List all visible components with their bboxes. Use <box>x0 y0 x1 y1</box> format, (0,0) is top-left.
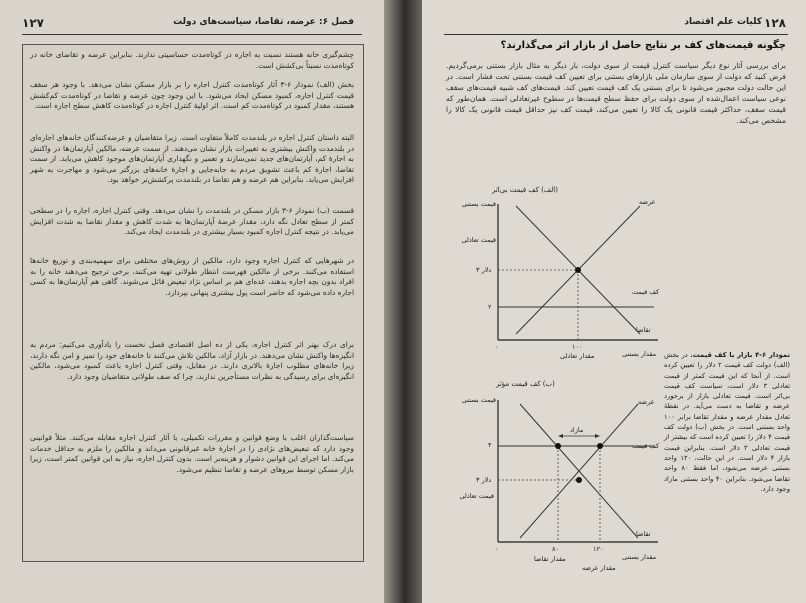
paragraph-1: چشم‌گیری خانه هستند نسبت به اجاره در کوتاه‌مدت حساسیتی ندارند. بنابراین عرضه و تقاضای خانه در کوتاه‌مدت نسبتاً بی‌کشش است. <box>30 50 354 70</box>
figure-b-origin: ۰ <box>495 545 499 553</box>
paragraph-7: سیاست‌گذاران اغلب با وضع قوانین و مقررات تکمیلی، با آثار کنترل اجاره مقابله می‌کنند. مثلاً قوانینی وجود دارد که تبعیض‌های نژادی را در اجارهٔ خانه غیرقانونی می‌داند و مالکین را ملزم به حداقل خدمات می‌کند. اما اجرای این قوانین دشوار و هزینه‌بر است. بدون کنترل اجاره، نیاز به این قوانین کمتر است، زیرا بازار مسکن توسط نیروهای عرضه و تقاضا تنظیم می‌شود. <box>30 433 354 474</box>
intro-paragraph: برای بررسی آثار نوع دیگر سیاست کنترل قیمت از سوی دولت، بار دیگر به مثال بازار بستنی برمی‌گردیم. فرض کنید که دولت از سوی سازمان ملی بازارهای بستنی برای تعیین کف قیمت بستنی تحت فشار است. در این حالت دولت مجبور می‌شود تا برای بستنی یک کف قیمت تعیین کند. قیمت‌های کف شبیه قیمت‌های سقف نوعی سیاست اعمال‌شده از سوی دولت برای حفظ سطح قیمت‌ها در سطوح غیرتعادلی است. همان‌طور که قیمت سقف، حداکثر قیمت قانونی یک کالا را تعیین می‌کند، قیمت کف نیز حداقل قیمت قانونی یک کالا را مشخص می‌کند. <box>446 61 786 125</box>
figure-b-title: (ب) کف قیمت مؤثر <box>496 380 555 388</box>
figure-b-y-label: قیمت بستنی <box>461 396 496 404</box>
figure-a-x-tick: ۱۰۰ <box>572 343 583 351</box>
figure-b-y-tick-floor: ۴ <box>488 441 492 449</box>
figure-b-equilibrium-point <box>576 477 582 483</box>
figure-a-y-tick-floor: ۲ <box>488 303 492 311</box>
figure-caption <box>664 350 790 494</box>
figure-b-x-tick-qd: ۸۰ <box>552 545 559 553</box>
header-rule <box>444 34 788 35</box>
figure-b-demand-label: تقاضا <box>636 530 651 538</box>
running-header-128: کلیات علم اقتصاد <box>684 17 762 27</box>
figure-a-equilibrium-point <box>575 267 581 273</box>
book-page-127 <box>0 0 384 603</box>
figure-a-supply-label: عرضه <box>639 198 656 206</box>
figure-a-x-sub: مقدار تعادلی <box>560 352 595 360</box>
figure-a-y-label: قیمت بستنی <box>461 200 496 208</box>
book-page-128 <box>422 0 806 603</box>
figure-b-x-tick-qs: ۱۲۰ <box>593 545 604 553</box>
page-number-127: ۱۲۷ <box>22 16 44 30</box>
figure-a-title: (الف) کف قیمت بی‌اثر <box>492 186 558 194</box>
figure-b-plot <box>458 392 664 558</box>
figure-a-demand-label: تقاضا <box>636 326 651 334</box>
running-header-127: فصل ۶: عرضه، تقاضا، سیاست‌های دولت <box>173 17 354 27</box>
paragraph-5: در شهرهایی که کنترل اجاره وجود دارد، مالکین از روش‌های مختلفی برای سهمیه‌بندی و توزیع خانه‌ها استفاده می‌کنند. برخی از مالکین فهرست انتظار طولانی تهیه می‌کنند، برخی ترجیح می‌دهند خانه را به افراد بدون بچه اجاره بدهند، عده‌ای هم بر اساس نژاد تبعیض قائل می‌شوند. گاهی هم آپارتمان‌ها به کسی اجاره داده می‌شود که حاضر است پول بیشتری پنهانی بپردازد. <box>30 256 354 297</box>
figure-b-y-sub: قیمت تعادلی <box>459 492 494 500</box>
figure-b-x-sub-qd: مقدار تقاضا <box>534 555 566 563</box>
figure-b-x-sub-qs: مقدار عرضه <box>582 564 616 572</box>
paragraph-2: بخش (الف) نمودار ۶-۳ آثار کوتاه‌مدت کنترل اجاره را بر بازار مسکن نشان می‌دهد. با وجود هر سقف قیمت کنترل اجاره، کمبود مسکن ایجاد می‌شود. با این وجود چون عرضه و تقاضا در کوتاه‌مدت کم‌کشش هستند، مقدار کمبود در کوتاه‌مدت کم است. اثر اولیهٔ کنترل اجاره در کوتاه‌مدت کاهش سطح اجاره است. <box>30 80 354 111</box>
figure-b-surplus-label: مازاد <box>570 426 584 434</box>
figure-a-x-label: مقدار بستنی <box>622 350 657 358</box>
figure-a-floor-label: کف قیمت <box>632 288 660 296</box>
page-number-128: ۱۲۸ <box>764 16 786 30</box>
figure-a-y-tick-eq: ۳ دلار <box>476 266 492 274</box>
figure-b-qd-point <box>555 443 561 449</box>
figure-a-y-sub: قیمت تعادلی <box>461 236 496 244</box>
paragraph-6: برای درک بهتر اثر کنترل اجاره، یکی از ده اصل اقتصادی فصل نخست را یادآوری می‌کنیم: مردم به انگیزه‌ها واکنش نشان می‌دهند. در بازار آزاد، مالکین تلاش می‌کنند تا خانه‌های خود را تمیز و امن نگه دارند، زیرا خانه‌های مطلوب اجارهٔ بالاتری دارند. در مقابل، وقتی کنترل اجاره باعث کمبود می‌شود، مالکین انگیزه‌ای برای رسیدگی به نظرات مستأجرین ندارند، چرا که صف طولانی متقاضیان وجود دارد. <box>30 340 354 381</box>
figure-caption-text: در بخش (الف) دولت کف قیمت ۲ دلار را تعیین کرده است. از آنجا که این قیمت کمتر از قیمت تعادلی ۳ دلار است، سیاست کف قیمت بی‌اثر است. قیمت تعادلی بازار از برخورد عرضه و تقاضا به دست می‌آید. در نقطهٔ تعادل مقدار عرضه و مقدار تقاضا برابر ۱۰۰ واحد بستنی است. در بخش (ب) دولت کف قیمت ۴ دلار را تعیین کرده است که بیشتر از قیمت تعادلی ۳ دلار است. بنابراین قیمت بازار ۴ دلار است. در این حالت، ۱۲۰ واحد بستنی عرضه می‌شود، اما فقط ۸۰ واحد تقاضا می‌شود. بنابراین ۴۰ واحد بستنی مازاد وجود دارد. <box>664 351 791 493</box>
figure-b-surplus-arrow-right <box>595 434 600 438</box>
figure-a-plot <box>458 194 664 354</box>
figure-caption-title: نمودار ۶-۴ بازار با کف قیمت. <box>690 351 791 359</box>
book-gutter <box>384 0 422 603</box>
figure-a-origin: ۰ <box>495 343 499 351</box>
figure-b-qs-point <box>597 443 603 449</box>
paragraph-4: قسمت (ب) نمودار ۶-۳ بازار مسکن در بلندمدت را نشان می‌دهد. وقتی کنترل اجاره، اجاره را در سطحی کمتر از سطح تعادل نگه دارد، مقدار عرضهٔ آپارتمان‌ها به شدت کاهش و مقدار تقاضا به شدت افزایش می‌یابد. در نتیجه کنترل اجاره کمبود بسیار بیشتری در بلندمدت ایجاد می‌کند. <box>30 206 354 237</box>
paragraph-3: البته داستان کنترل اجاره در بلندمدت کاملاً متفاوت است. زیرا متقاضیان و عرضه‌کنندگان خانه‌های اجاره‌ای در بلندمدت واکنش بیشتری به تغییرات بازار نشان می‌دهند. از سمت عرضه، مالکین آپارتمان‌ها در واکنش به اجارهٔ کم، آپارتمان‌های جدید نمی‌سازند و تعمیر و نگهداری آپارتمان‌های موجود کاهش می‌یابد. از سمت تقاضا، اجارهٔ کم باعث تشویق مردم به جابه‌جایی و اجارهٔ خانه‌های بزرگتر می‌شود و مهاجرت به شهر افزایش می‌یابد. بنابراین هم عرضه و هم تقاضا در بلندمدت پرکشش‌تر خواهد بود. <box>30 133 354 185</box>
header-rule <box>22 34 362 35</box>
figure-b-x-label: مقدار بستنی <box>622 553 657 561</box>
figure-b-y-tick-eq: ۳ دلار <box>476 476 492 484</box>
figure-b-floor-label: کف قیمت <box>632 442 660 450</box>
boxed-article <box>22 44 364 562</box>
figure-b-surplus-arrow-left <box>558 434 563 438</box>
figure-b-supply-label: عرضه <box>638 398 655 406</box>
section-heading: چگونه قیمت‌های کف بر نتایج حاصل از بازار اثر می‌گذارند؟ <box>500 40 786 51</box>
